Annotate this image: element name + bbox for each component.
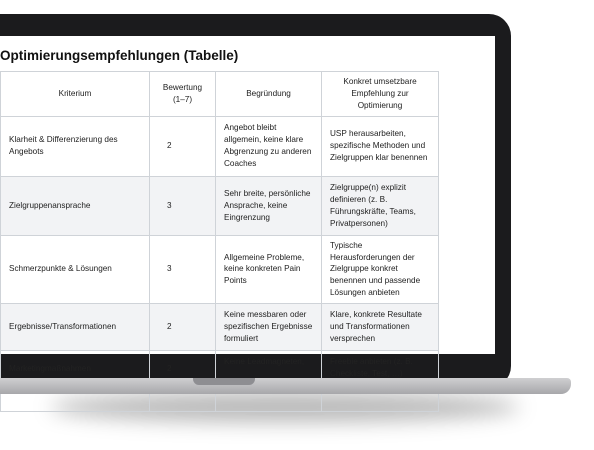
laptop-base [0, 378, 571, 394]
cell-recommendation: Klare, konkrete Resultate und Transformationen versprechen [322, 304, 439, 351]
column-header-reason: Begründung [216, 72, 322, 117]
cell-reason: Allgemeine Probleme, keine konkreten Pain Points [216, 235, 322, 303]
table-header-row [1, 72, 439, 117]
cell-criterion: Klarheit & Differenzierung des Angebots [1, 116, 150, 176]
laptop-screen [0, 36, 495, 379]
cell-recommendation: USP herausarbeiten, spezifische Methoden und Zielgruppen klar benennen [322, 116, 439, 176]
cell-reason: Angebot bleibt allgemein, keine klare Abgrenzung zu anderen Coaches [216, 116, 322, 176]
cell-recommendation: Freebie anbieten (z. B. Checkliste, Test, …) [322, 351, 439, 412]
cell-reason: Sehr breite, persönliche Ansprache, keine Eingrenzung [216, 176, 322, 235]
page-title: Optimierungsempfehlungen (Tabelle) [0, 48, 239, 63]
cell-criterion: Schmerzpunkte & Lösungen [1, 235, 150, 303]
column-header-recommendation: Konkret umsetzbare Empfehlung zur Optimierung [322, 72, 439, 117]
table-row [1, 176, 439, 235]
table-row [1, 235, 439, 303]
cell-criterion: Ergebnisse/Transformationen [1, 304, 150, 351]
cell-recommendation: Typische Herausforderungen der Zielgruppe konkret benennen und passende Lösungen anbieten [322, 235, 439, 303]
cell-reason: Keine messbaren oder spezifischen Ergebnisse formuliert [216, 304, 322, 351]
cell-score: 2 [150, 304, 216, 351]
cell-score: 2 [150, 116, 216, 176]
cell-score: 3 [150, 176, 216, 235]
column-header-score: Bewertung (1–7) [150, 72, 216, 117]
cell-score: 2 [150, 351, 216, 412]
column-header-criterion: Kriterium [1, 72, 150, 117]
cell-recommendation: Zielgruppe(n) explizit definieren (z. B. Führungskräfte, Teams, Privatpersonen) [322, 176, 439, 235]
cell-score: 3 [150, 235, 216, 303]
cell-criterion: Zielgruppenansprache [1, 176, 150, 235]
recommendations-table [0, 71, 439, 412]
table-row [1, 304, 439, 351]
table-row [1, 116, 439, 176]
laptop-notch [193, 378, 255, 385]
cell-reason: Keine Leadmagneten, [216, 351, 322, 412]
cell-criterion: Marketingmaßnahmen [1, 351, 150, 412]
